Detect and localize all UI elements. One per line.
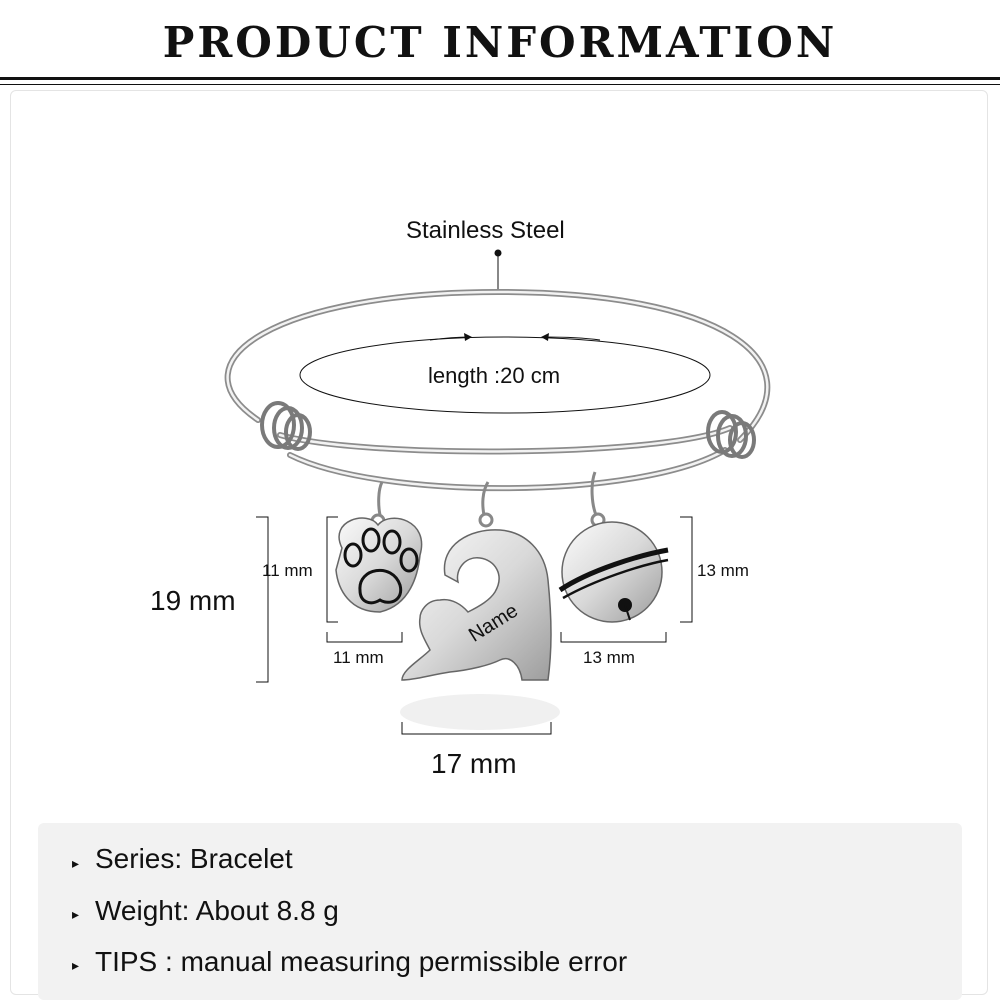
- bell-width-bracket: [561, 632, 666, 642]
- paw-width-bracket: [327, 632, 402, 642]
- bell-charm: [560, 472, 668, 622]
- bangle: [228, 292, 768, 488]
- spec-weight: Weight: About 8.8 g: [95, 895, 339, 926]
- bullet-icon: ▸: [72, 906, 80, 922]
- page-title: PRODUCT INFORMATION: [162, 18, 838, 67]
- charm-reflection: [400, 694, 560, 730]
- bullet-icon: ▸: [72, 957, 80, 973]
- spec-tips: TIPS : manual measuring permissible error: [95, 946, 628, 977]
- bell-width-label: 13 mm: [583, 648, 635, 667]
- paw-width-label: 11 mm: [333, 648, 384, 667]
- total-height-label: 19 mm: [150, 585, 236, 616]
- material-label: Stainless Steel: [406, 217, 565, 244]
- bullet-icon: ▸: [72, 855, 80, 871]
- bell-height-label: 13 mm: [697, 561, 749, 580]
- spec-series: Series: Bracelet: [95, 843, 293, 874]
- bell-height-bracket: [680, 517, 692, 622]
- paw-charm: [336, 482, 422, 612]
- material-pointer-dot: [495, 250, 502, 257]
- length-label: length :20 cm: [428, 363, 561, 388]
- cat-width-label: 17 mm: [431, 748, 517, 779]
- paw-height-label: 11 mm: [262, 561, 313, 580]
- engraving-label: Name: [465, 599, 522, 647]
- cat-charm: [402, 482, 551, 680]
- total-height-bracket: [256, 517, 268, 682]
